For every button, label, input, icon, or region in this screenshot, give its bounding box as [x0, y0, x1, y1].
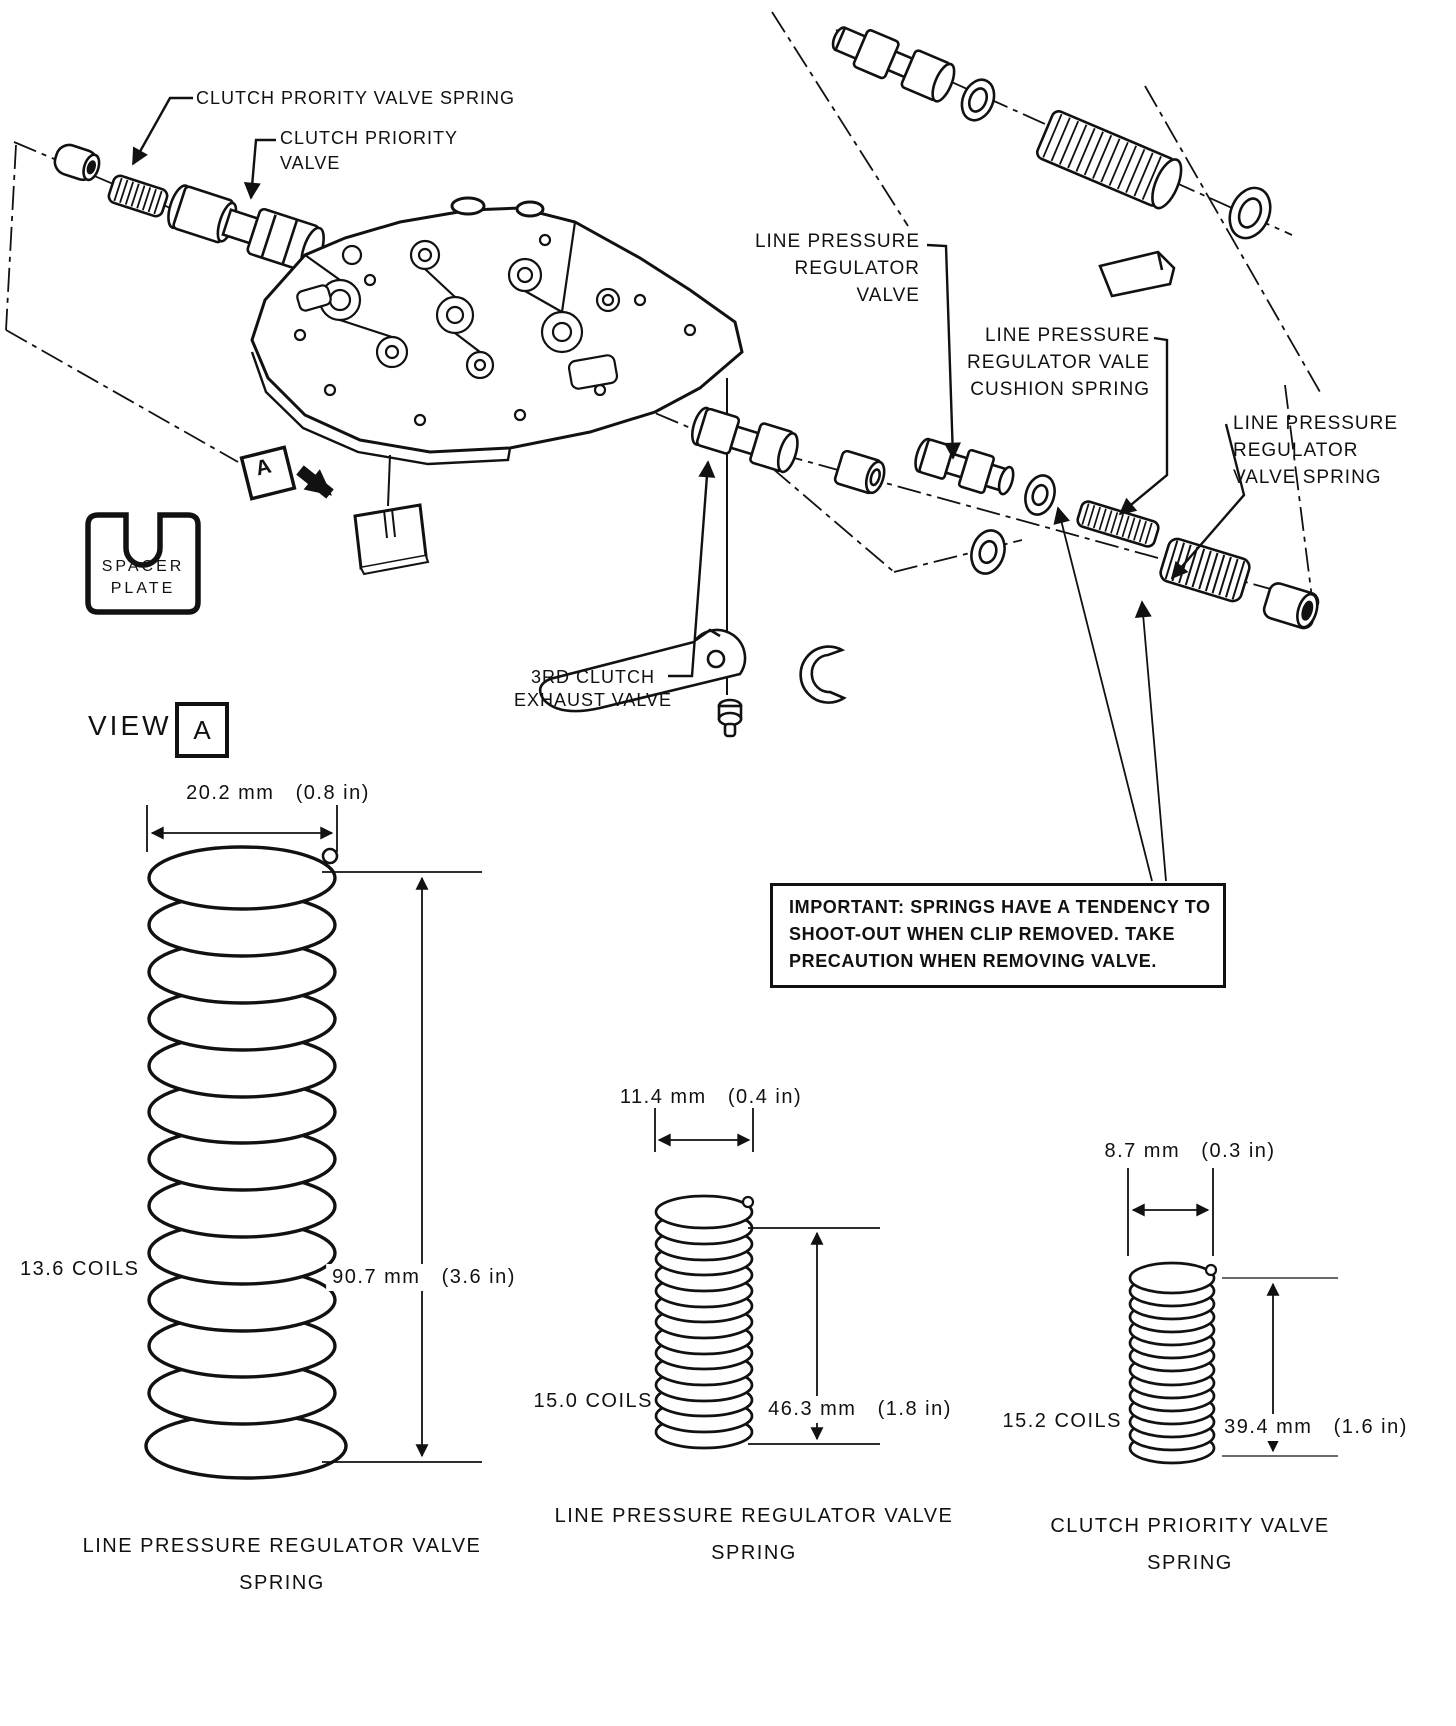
spacer-plate-line2: PLATE: [110, 580, 176, 597]
spring-middle-drawing: [656, 1196, 753, 1448]
spring-large-width: 20.2 mm (0.8 in): [186, 782, 370, 804]
spring-middle-caption-line2: SPRING: [711, 1542, 797, 1564]
spring-small-caption: [1050, 1508, 1329, 1582]
retainer-clip-part: [1100, 252, 1174, 296]
callout-lp-valve-line1: LINE PRESSURE: [754, 231, 920, 252]
spring-small-caption-line2: SPRING: [1147, 1552, 1233, 1574]
boost-sleeve-part: [1035, 108, 1187, 212]
bolt-part: [719, 700, 741, 736]
cushion-valve-part: [912, 435, 1018, 500]
callout-cushion-line2: REGULATOR VALE: [967, 352, 1150, 373]
important-warning-box: [770, 883, 1226, 988]
callout-3rd-clutch-line2: EXHAUST VALVE: [513, 690, 673, 710]
spring-small-width: 8.7 mm (0.3 in): [1104, 1140, 1276, 1162]
spring-large-coils: 13.6 COILS: [20, 1258, 140, 1280]
callout-cushion-line3: CUSHION SPRING: [970, 379, 1150, 400]
callout-clutch-priority-valve: [280, 126, 458, 176]
spacer-plate-label: [102, 556, 185, 600]
callout-lp-spring-line3: VALVE SPRING: [1233, 467, 1382, 488]
spring-large-drawing: [146, 847, 346, 1478]
callout-clutch-priority-valve-line2: VALVE: [280, 153, 341, 173]
warning-line2: SHOOT-OUT WHEN CLIP REMOVED. TAKE: [789, 924, 1176, 944]
spring-small-length: 39.4 mm (1.6 in): [1218, 1414, 1414, 1441]
third-clutch-exhaust-valve-part: [688, 404, 801, 474]
callout-3rd-clutch-line1: 3RD CLUTCH: [530, 667, 655, 687]
line-pressure-regulator-valve-part: [827, 18, 959, 104]
callout-clutch-priority-valve-spring: CLUTCH PRORITY VALVE SPRING: [196, 88, 516, 108]
spring-large-caption-line2: SPRING: [239, 1572, 325, 1594]
callout-clutch-priority-valve-line1: CLUTCH PRIORITY: [280, 128, 459, 148]
valve-body-drawing: [252, 198, 742, 695]
spring-middle-length: 46.3 mm (1.8 in): [762, 1396, 958, 1423]
view-a-indicator: [242, 447, 330, 498]
callout-lp-spring-line1: LINE PRESSURE: [1233, 413, 1399, 434]
spacer-plate-mini: [355, 505, 428, 574]
view-label: VIEW: [88, 710, 172, 741]
spring-small-caption-line1: CLUTCH PRIORITY VALVE: [1050, 1515, 1330, 1537]
callout-lp-spring-line2: REGULATOR: [1233, 440, 1359, 461]
warning-line3: PRECAUTION WHEN REMOVING VALVE.: [789, 951, 1157, 971]
callout-third-clutch-exhaust-valve: [514, 666, 672, 712]
important-warning-text: [789, 894, 1211, 975]
callout-line-pressure-regulator-valve: [755, 228, 920, 309]
callout-leaders: [133, 98, 1244, 881]
view-a-letter: A: [193, 714, 211, 745]
clip-part: [801, 647, 844, 703]
spring-large-caption-line1: LINE PRESSURE REGULATOR VALVE: [82, 1535, 482, 1557]
callout-cushion-line1: LINE PRESSURE: [984, 325, 1150, 346]
spacer-plate-line1: SPACER: [101, 558, 185, 575]
spring-middle-caption-line1: LINE PRESSURE REGULATOR VALVE: [554, 1505, 954, 1527]
spring-middle-coils: 15.0 COILS: [533, 1390, 653, 1412]
spring-small-drawing: [1130, 1263, 1216, 1463]
spring-small-coils: 15.2 COILS: [1002, 1410, 1122, 1432]
spring-large-caption: [83, 1528, 482, 1602]
spring-middle-caption: [555, 1498, 954, 1572]
view-a-box: [175, 702, 229, 758]
callout-lp-valve-spring: [1233, 410, 1398, 491]
detail-a-letter: A: [253, 454, 274, 481]
clutch-priority-valve-spring-part: [107, 174, 169, 218]
spring-large-length: 90.7 mm (3.6 in): [326, 1264, 522, 1291]
callout-cushion-spring: [967, 322, 1150, 403]
callout-lp-valve-line2: REGULATOR: [794, 258, 920, 279]
spring-middle-width: 11.4 mm (0.4 in): [619, 1086, 803, 1108]
cushion-spring-part: [1076, 500, 1160, 548]
regulator-valve-spring-part: [1158, 537, 1251, 604]
warning-line1: IMPORTANT: SPRINGS HAVE A TENDENCY TO: [789, 897, 1211, 917]
callout-lp-valve-line3: VALVE: [856, 285, 920, 306]
